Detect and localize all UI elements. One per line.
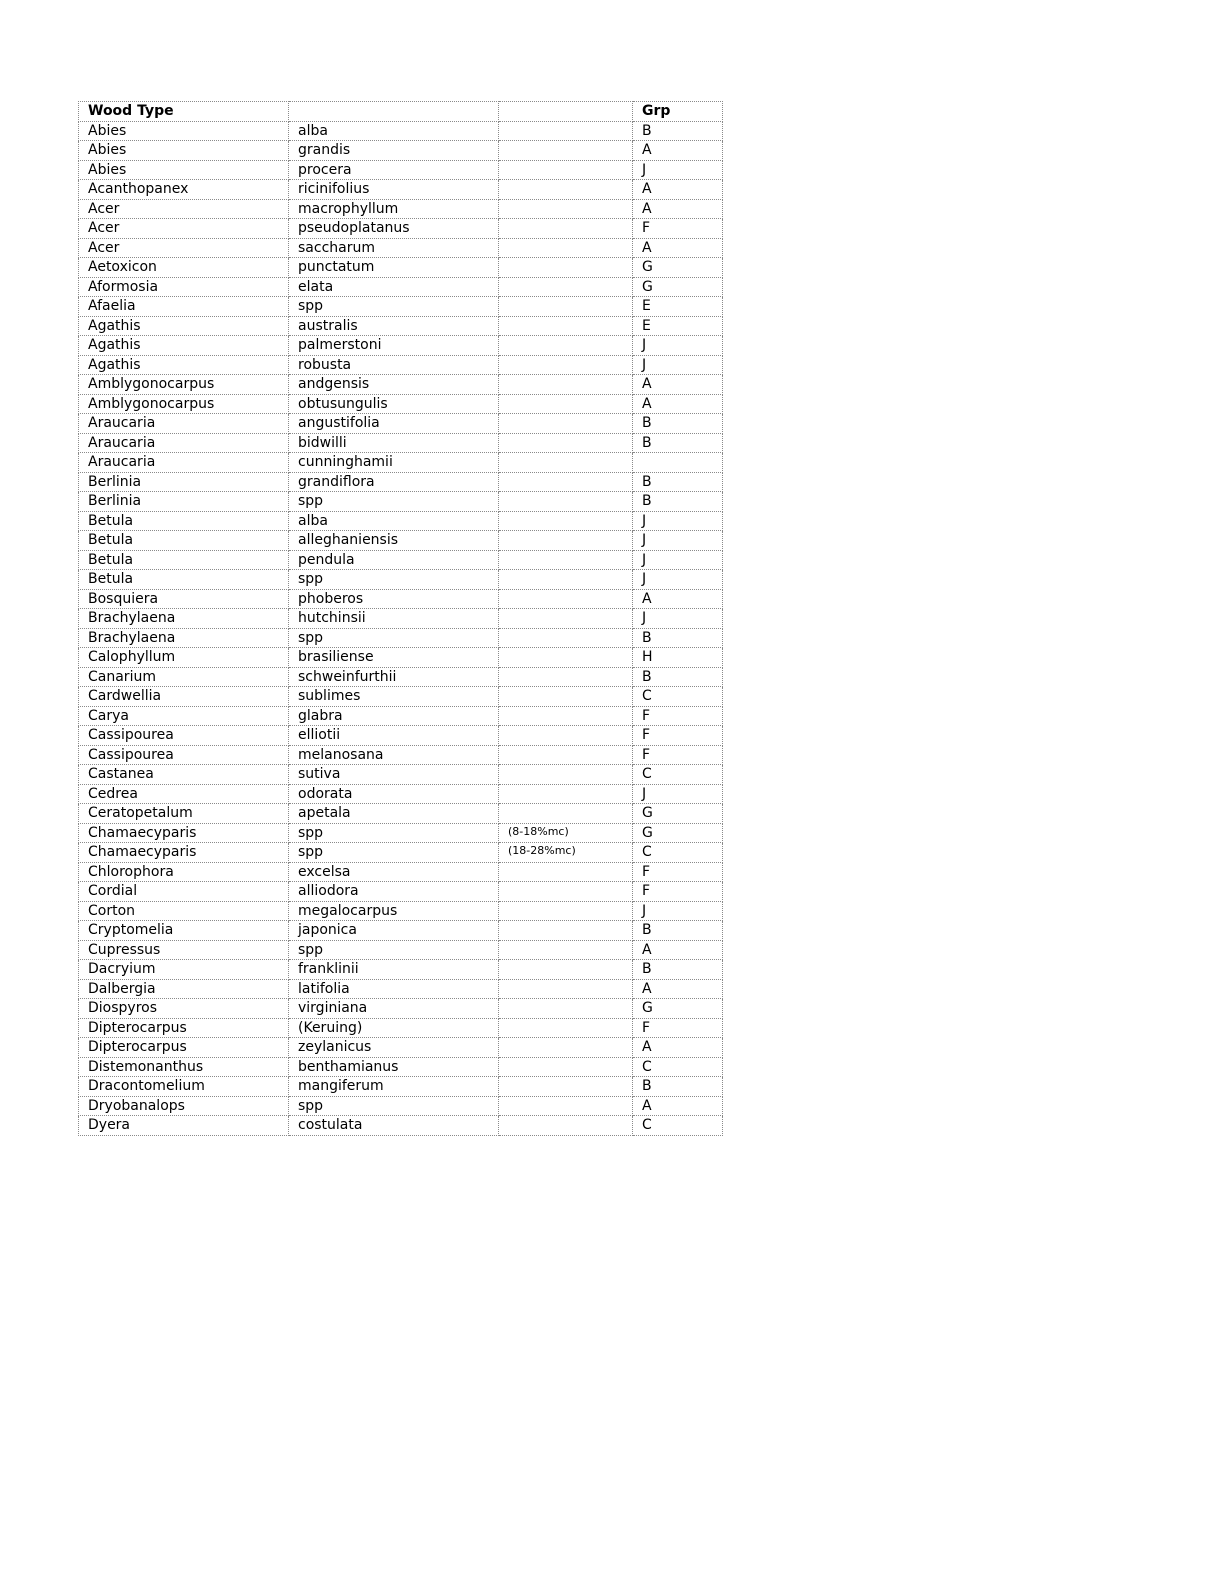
genus-cell: Carya [79, 706, 289, 726]
note-cell [499, 667, 633, 687]
species-cell: bidwilli [289, 433, 499, 453]
note-cell [499, 570, 633, 590]
note-cell [499, 414, 633, 434]
genus-cell: Brachylaena [79, 609, 289, 629]
grp-cell: J [633, 609, 723, 629]
grp-cell: A [633, 238, 723, 258]
genus-cell: Agathis [79, 355, 289, 375]
grp-cell: A [633, 394, 723, 414]
note-cell [499, 1057, 633, 1077]
genus-cell: Dyera [79, 1116, 289, 1136]
table-row [79, 570, 723, 590]
species-cell: palmerstoni [289, 336, 499, 356]
note-cell [499, 394, 633, 414]
species-cell: brasiliense [289, 648, 499, 668]
genus-cell: Betula [79, 531, 289, 551]
species-cell: glabra [289, 706, 499, 726]
genus-cell: Aetoxicon [79, 258, 289, 278]
grp-cell: H [633, 648, 723, 668]
grp-cell: J [633, 511, 723, 531]
species-cell: spp [289, 570, 499, 590]
grp-cell: E [633, 297, 723, 317]
note-cell [499, 277, 633, 297]
species-cell: virginiana [289, 999, 499, 1019]
table-row [79, 316, 723, 336]
genus-cell: Acer [79, 219, 289, 239]
genus-cell: Chamaecyparis [79, 823, 289, 843]
note-cell [499, 336, 633, 356]
note-cell [499, 901, 633, 921]
species-cell: schweinfurthii [289, 667, 499, 687]
note-cell [499, 648, 633, 668]
genus-cell: Cordial [79, 882, 289, 902]
grp-cell: C [633, 1057, 723, 1077]
note-cell: (18-28%mc) [499, 843, 633, 863]
note-cell [499, 180, 633, 200]
genus-cell: Cedrea [79, 784, 289, 804]
grp-cell: J [633, 550, 723, 570]
genus-cell: Araucaria [79, 453, 289, 473]
note-cell [499, 882, 633, 902]
table-row [79, 433, 723, 453]
genus-cell: Diospyros [79, 999, 289, 1019]
note-cell [499, 1077, 633, 1097]
table-row [79, 940, 723, 960]
table-row [79, 492, 723, 512]
genus-cell: Aformosia [79, 277, 289, 297]
genus-cell: Castanea [79, 765, 289, 785]
genus-cell: Cryptomelia [79, 921, 289, 941]
grp-cell: F [633, 706, 723, 726]
genus-cell: Betula [79, 550, 289, 570]
note-cell [499, 706, 633, 726]
genus-cell: Chlorophora [79, 862, 289, 882]
grp-cell: C [633, 687, 723, 707]
grp-cell: A [633, 979, 723, 999]
table-row [79, 453, 723, 473]
grp-cell: A [633, 375, 723, 395]
header-grp: Grp [633, 102, 723, 122]
table-row [79, 219, 723, 239]
grp-cell: B [633, 414, 723, 434]
genus-cell: Abies [79, 121, 289, 141]
species-cell: zeylanicus [289, 1038, 499, 1058]
header-blank-note [499, 102, 633, 122]
grp-cell: B [633, 921, 723, 941]
species-cell: andgensis [289, 375, 499, 395]
note-cell [499, 979, 633, 999]
species-cell: australis [289, 316, 499, 336]
grp-cell: B [633, 433, 723, 453]
grp-cell: B [633, 960, 723, 980]
table-row [79, 297, 723, 317]
note-cell [499, 726, 633, 746]
genus-cell: Calophyllum [79, 648, 289, 668]
table-row [79, 862, 723, 882]
species-cell: saccharum [289, 238, 499, 258]
species-cell: spp [289, 297, 499, 317]
table-row [79, 199, 723, 219]
table-row [79, 589, 723, 609]
note-cell [499, 375, 633, 395]
genus-cell: Abies [79, 160, 289, 180]
grp-cell: B [633, 667, 723, 687]
table-row [79, 414, 723, 434]
species-cell: phoberos [289, 589, 499, 609]
note-cell [499, 1018, 633, 1038]
table-row [79, 960, 723, 980]
grp-cell: G [633, 277, 723, 297]
genus-cell: Acer [79, 238, 289, 258]
grp-cell: B [633, 492, 723, 512]
species-cell: mangiferum [289, 1077, 499, 1097]
genus-cell: Cardwellia [79, 687, 289, 707]
genus-cell: Abies [79, 141, 289, 161]
genus-cell: Corton [79, 901, 289, 921]
species-cell: procera [289, 160, 499, 180]
genus-cell: Dryobanalops [79, 1096, 289, 1116]
genus-cell: Dacryium [79, 960, 289, 980]
note-cell [499, 316, 633, 336]
table-row [79, 277, 723, 297]
genus-cell: Berlinia [79, 492, 289, 512]
genus-cell: Ceratopetalum [79, 804, 289, 824]
table-row [79, 394, 723, 414]
grp-cell: A [633, 199, 723, 219]
table-row [79, 823, 723, 843]
table-row [79, 784, 723, 804]
note-cell [499, 355, 633, 375]
wood-type-table [78, 101, 723, 1136]
note-cell [499, 199, 633, 219]
genus-cell: Cassipourea [79, 745, 289, 765]
species-cell: pendula [289, 550, 499, 570]
note-cell [499, 862, 633, 882]
table-row [79, 921, 723, 941]
note-cell [499, 999, 633, 1019]
table-row [79, 999, 723, 1019]
grp-cell: B [633, 628, 723, 648]
note-cell [499, 921, 633, 941]
table-row [79, 648, 723, 668]
note-cell [499, 472, 633, 492]
note-cell [499, 784, 633, 804]
grp-cell: J [633, 901, 723, 921]
note-cell: (8-18%mc) [499, 823, 633, 843]
species-cell: excelsa [289, 862, 499, 882]
genus-cell: Amblygonocarpus [79, 394, 289, 414]
grp-cell: J [633, 570, 723, 590]
grp-cell: F [633, 862, 723, 882]
genus-cell: Distemonanthus [79, 1057, 289, 1077]
species-cell: latifolia [289, 979, 499, 999]
note-cell [499, 433, 633, 453]
species-cell: elata [289, 277, 499, 297]
genus-cell: Berlinia [79, 472, 289, 492]
table-row [79, 472, 723, 492]
note-cell [499, 609, 633, 629]
species-cell: japonica [289, 921, 499, 941]
table-row [79, 765, 723, 785]
table-row [79, 531, 723, 551]
grp-cell: J [633, 355, 723, 375]
species-cell: sutiva [289, 765, 499, 785]
species-cell: robusta [289, 355, 499, 375]
table-row [79, 121, 723, 141]
species-cell: ricinifolius [289, 180, 499, 200]
genus-cell: Cupressus [79, 940, 289, 960]
table-row [79, 1116, 723, 1136]
table-row [79, 843, 723, 863]
note-cell [499, 453, 633, 473]
note-cell [499, 1038, 633, 1058]
grp-cell: J [633, 784, 723, 804]
grp-cell [633, 453, 723, 473]
grp-cell: B [633, 472, 723, 492]
species-cell: melanosana [289, 745, 499, 765]
note-cell [499, 238, 633, 258]
genus-cell: Araucaria [79, 433, 289, 453]
grp-cell: G [633, 258, 723, 278]
species-cell: benthamianus [289, 1057, 499, 1077]
grp-cell: G [633, 804, 723, 824]
species-cell: odorata [289, 784, 499, 804]
table-row [79, 1018, 723, 1038]
species-cell: obtusungulis [289, 394, 499, 414]
grp-cell: A [633, 1096, 723, 1116]
note-cell [499, 960, 633, 980]
table-row [79, 1077, 723, 1097]
species-cell: spp [289, 1096, 499, 1116]
note-cell [499, 160, 633, 180]
genus-cell: Betula [79, 511, 289, 531]
grp-cell: G [633, 823, 723, 843]
note-cell [499, 550, 633, 570]
note-cell [499, 492, 633, 512]
species-cell: angustifolia [289, 414, 499, 434]
species-cell: hutchinsii [289, 609, 499, 629]
species-cell: elliotii [289, 726, 499, 746]
species-cell: spp [289, 628, 499, 648]
grp-cell: J [633, 531, 723, 551]
genus-cell: Betula [79, 570, 289, 590]
species-cell: pseudoplatanus [289, 219, 499, 239]
genus-cell: Dipterocarpus [79, 1018, 289, 1038]
table-row [79, 609, 723, 629]
grp-cell: C [633, 1116, 723, 1136]
table-row [79, 550, 723, 570]
table-row [79, 901, 723, 921]
table-row [79, 375, 723, 395]
table-body [79, 102, 723, 1136]
species-cell: megalocarpus [289, 901, 499, 921]
species-cell: spp [289, 843, 499, 863]
table-row [79, 511, 723, 531]
table-row [79, 1057, 723, 1077]
note-cell [499, 141, 633, 161]
genus-cell: Agathis [79, 316, 289, 336]
species-cell: grandiflora [289, 472, 499, 492]
genus-cell: Chamaecyparis [79, 843, 289, 863]
genus-cell: Araucaria [79, 414, 289, 434]
table-row [79, 258, 723, 278]
species-cell: alba [289, 511, 499, 531]
note-cell [499, 687, 633, 707]
note-cell [499, 589, 633, 609]
grp-cell: A [633, 141, 723, 161]
header-blank-species [289, 102, 499, 122]
genus-cell: Canarium [79, 667, 289, 687]
note-cell [499, 1096, 633, 1116]
table-row [79, 141, 723, 161]
grp-cell: F [633, 882, 723, 902]
table-row [79, 160, 723, 180]
species-cell: alba [289, 121, 499, 141]
grp-cell: J [633, 160, 723, 180]
grp-cell: B [633, 121, 723, 141]
genus-cell: Dracontomelium [79, 1077, 289, 1097]
note-cell [499, 745, 633, 765]
table-row [79, 687, 723, 707]
grp-cell: A [633, 1038, 723, 1058]
species-cell: alleghaniensis [289, 531, 499, 551]
grp-cell: A [633, 940, 723, 960]
table-row [79, 628, 723, 648]
genus-cell: Dalbergia [79, 979, 289, 999]
grp-cell: A [633, 180, 723, 200]
table-row [79, 706, 723, 726]
grp-cell: F [633, 745, 723, 765]
note-cell [499, 219, 633, 239]
grp-cell: G [633, 999, 723, 1019]
species-cell: costulata [289, 1116, 499, 1136]
genus-cell: Cassipourea [79, 726, 289, 746]
note-cell [499, 628, 633, 648]
table-row [79, 336, 723, 356]
grp-cell: F [633, 219, 723, 239]
grp-cell: A [633, 589, 723, 609]
note-cell [499, 297, 633, 317]
note-cell [499, 804, 633, 824]
note-cell [499, 1116, 633, 1136]
species-cell: punctatum [289, 258, 499, 278]
species-cell: spp [289, 823, 499, 843]
table-row [79, 745, 723, 765]
genus-cell: Brachylaena [79, 628, 289, 648]
species-cell: spp [289, 940, 499, 960]
grp-cell: C [633, 843, 723, 863]
table-row [79, 180, 723, 200]
table-row [79, 1096, 723, 1116]
note-cell [499, 511, 633, 531]
grp-cell: J [633, 336, 723, 356]
table-row [79, 355, 723, 375]
note-cell [499, 531, 633, 551]
grp-cell: F [633, 1018, 723, 1038]
table-row [79, 804, 723, 824]
species-cell: macrophyllum [289, 199, 499, 219]
genus-cell: Afaelia [79, 297, 289, 317]
grp-cell: E [633, 316, 723, 336]
table-row [79, 1038, 723, 1058]
species-cell: grandis [289, 141, 499, 161]
species-cell: alliodora [289, 882, 499, 902]
note-cell [499, 258, 633, 278]
species-cell: cunninghamii [289, 453, 499, 473]
note-cell [499, 765, 633, 785]
species-cell: apetala [289, 804, 499, 824]
table-row [79, 726, 723, 746]
species-cell: (Keruing) [289, 1018, 499, 1038]
species-cell: spp [289, 492, 499, 512]
note-cell [499, 121, 633, 141]
grp-cell: B [633, 1077, 723, 1097]
table-row [79, 882, 723, 902]
genus-cell: Bosquiera [79, 589, 289, 609]
species-cell: sublimes [289, 687, 499, 707]
header-wood-type: Wood Type [79, 102, 289, 122]
grp-cell: C [633, 765, 723, 785]
note-cell [499, 940, 633, 960]
table-row [79, 238, 723, 258]
table-header-row [79, 102, 723, 122]
genus-cell: Dipterocarpus [79, 1038, 289, 1058]
genus-cell: Acer [79, 199, 289, 219]
genus-cell: Agathis [79, 336, 289, 356]
table-row [79, 979, 723, 999]
species-cell: franklinii [289, 960, 499, 980]
grp-cell: F [633, 726, 723, 746]
genus-cell: Amblygonocarpus [79, 375, 289, 395]
genus-cell: Acanthopanex [79, 180, 289, 200]
table-row [79, 667, 723, 687]
